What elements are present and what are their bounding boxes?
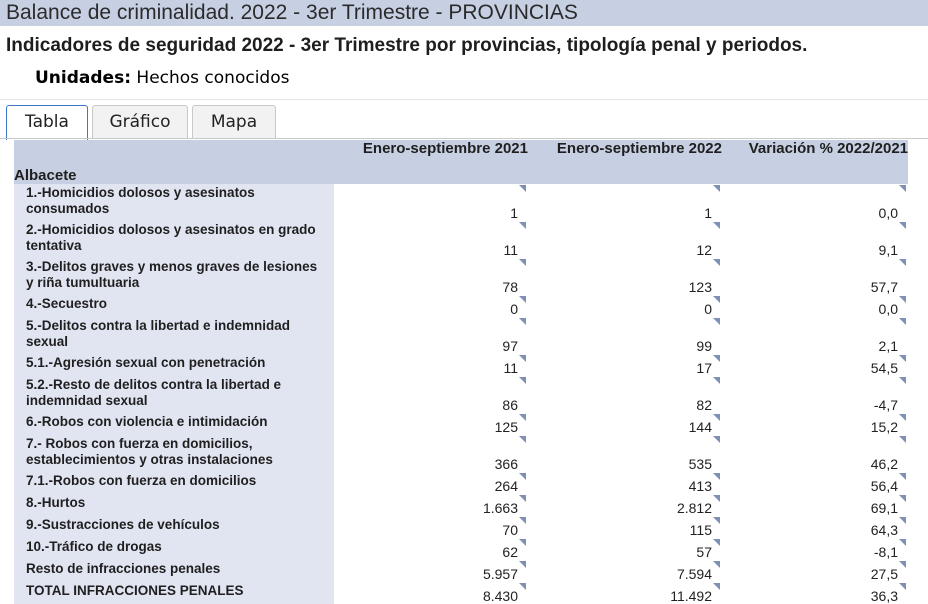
cell-variation[interactable]: 2,1 xyxy=(722,317,908,354)
table-row xyxy=(14,472,908,494)
cell-2021[interactable]: 11 xyxy=(334,354,528,376)
row-label: 6.-Robos con violencia e intimidación xyxy=(14,413,334,435)
cell-variation[interactable]: -4,7 xyxy=(722,376,908,413)
table-row xyxy=(14,435,908,472)
cell-2022[interactable]: 17 xyxy=(528,354,722,376)
cell-2021[interactable]: 5.957 xyxy=(334,560,528,582)
row-label: 9.-Sustracciones de vehículos xyxy=(14,516,334,538)
cell-2022[interactable]: 1 xyxy=(528,184,722,221)
table-row xyxy=(14,538,908,560)
table-row xyxy=(14,184,908,221)
cell-variation[interactable]: 46,2 xyxy=(722,435,908,472)
table-body xyxy=(14,184,908,604)
table-row xyxy=(14,317,908,354)
table-row xyxy=(14,413,908,435)
cell-2021[interactable]: 86 xyxy=(334,376,528,413)
tab-mapa[interactable]: Mapa xyxy=(192,105,276,138)
cell-variation[interactable]: 64,3 xyxy=(722,516,908,538)
cell-variation[interactable]: 56,4 xyxy=(722,472,908,494)
cell-2021[interactable]: 8.430 xyxy=(334,582,528,604)
units-line xyxy=(35,68,289,88)
cell-2021[interactable]: 11 xyxy=(334,221,528,258)
cell-variation[interactable]: 57,7 xyxy=(722,258,908,295)
cell-2022[interactable]: 57 xyxy=(528,538,722,560)
cell-2022[interactable]: 99 xyxy=(528,317,722,354)
units-label: Unidades: xyxy=(35,68,131,88)
row-label: 5.2.-Resto de delitos contra la libertad e indemnidad sexual xyxy=(14,376,334,413)
province-header: Albacete xyxy=(14,140,334,184)
page-title: Balance de criminalidad. 2022 - 3er Trimestre - PROVINCIAS xyxy=(0,0,928,26)
cell-variation[interactable]: 27,5 xyxy=(722,560,908,582)
row-label: 5.-Delitos contra la libertad e indemnidad sexual xyxy=(14,317,334,354)
cell-variation[interactable]: 0,0 xyxy=(722,184,908,221)
units-value: Hechos conocidos xyxy=(136,68,290,88)
row-label: 4.-Secuestro xyxy=(14,295,334,317)
cell-2021[interactable]: 264 xyxy=(334,472,528,494)
cell-2021[interactable]: 70 xyxy=(334,516,528,538)
column-header-2021[interactable]: Enero-septiembre 2021 xyxy=(334,140,528,184)
cell-2021[interactable]: 1.663 xyxy=(334,494,528,516)
row-label: 7.1.-Robos con fuerza en domicilios xyxy=(14,472,334,494)
cell-2021[interactable]: 78 xyxy=(334,258,528,295)
column-header-variation[interactable]: Variación % 2022/2021 xyxy=(722,140,908,184)
row-label: 2.-Homicidios dolosos y asesinatos en grado tentativa xyxy=(14,221,334,258)
row-label: 5.1.-Agresión sexual con penetración xyxy=(14,354,334,376)
tabs-baseline xyxy=(0,138,928,139)
data-table xyxy=(14,140,908,604)
cell-variation[interactable]: 54,5 xyxy=(722,354,908,376)
row-label: 1.-Homicidios dolosos y asesinatos consumados xyxy=(14,184,334,221)
cell-variation[interactable]: 69,1 xyxy=(722,494,908,516)
cell-2022[interactable]: 413 xyxy=(528,472,722,494)
table-row xyxy=(14,516,908,538)
cell-variation[interactable]: 36,3 xyxy=(722,582,908,604)
cell-2022[interactable]: 144 xyxy=(528,413,722,435)
cell-2021[interactable]: 125 xyxy=(334,413,528,435)
table-row xyxy=(14,494,908,516)
cell-variation[interactable]: 15,2 xyxy=(722,413,908,435)
cell-2022[interactable]: 123 xyxy=(528,258,722,295)
cell-2022[interactable]: 535 xyxy=(528,435,722,472)
column-header-2022[interactable]: Enero-septiembre 2022 xyxy=(528,140,722,184)
cell-2021[interactable]: 0 xyxy=(334,295,528,317)
tab-grafico[interactable]: Gráfico xyxy=(92,105,188,138)
row-label: 7.- Robos con fuerza en domicilios, establecimientos y otras instalaciones xyxy=(14,435,334,472)
table-row xyxy=(14,221,908,258)
cell-2022[interactable]: 11.492 xyxy=(528,582,722,604)
row-label: 8.-Hurtos xyxy=(14,494,334,516)
cell-2022[interactable]: 7.594 xyxy=(528,560,722,582)
row-label: Resto de infracciones penales xyxy=(14,560,334,582)
cell-2021[interactable]: 97 xyxy=(334,317,528,354)
row-label: 3.-Delitos graves y menos graves de lesiones y riña tumultuaria xyxy=(14,258,334,295)
table-row xyxy=(14,258,908,295)
cell-2022[interactable]: 12 xyxy=(528,221,722,258)
table-row xyxy=(14,295,908,317)
cell-2022[interactable]: 82 xyxy=(528,376,722,413)
page-subtitle: Indicadores de seguridad 2022 - 3er Trimestre por provincias, tipología penal y periodos. xyxy=(6,35,808,56)
table-row xyxy=(14,560,908,582)
header-divider xyxy=(0,99,928,100)
cell-variation[interactable]: 9,1 xyxy=(722,221,908,258)
table-row xyxy=(14,582,908,604)
table-row xyxy=(14,376,908,413)
cell-2021[interactable]: 62 xyxy=(334,538,528,560)
cell-2022[interactable]: 0 xyxy=(528,295,722,317)
cell-2022[interactable]: 115 xyxy=(528,516,722,538)
tab-tabla[interactable]: Tabla xyxy=(6,105,88,140)
row-label: 10.-Tráfico de drogas xyxy=(14,538,334,560)
cell-2022[interactable]: 2.812 xyxy=(528,494,722,516)
cell-2021[interactable]: 1 xyxy=(334,184,528,221)
cell-variation[interactable]: -8,1 xyxy=(722,538,908,560)
cell-2021[interactable]: 366 xyxy=(334,435,528,472)
table-row xyxy=(14,354,908,376)
row-label: TOTAL INFRACCIONES PENALES xyxy=(14,582,334,604)
cell-variation[interactable]: 0,0 xyxy=(722,295,908,317)
